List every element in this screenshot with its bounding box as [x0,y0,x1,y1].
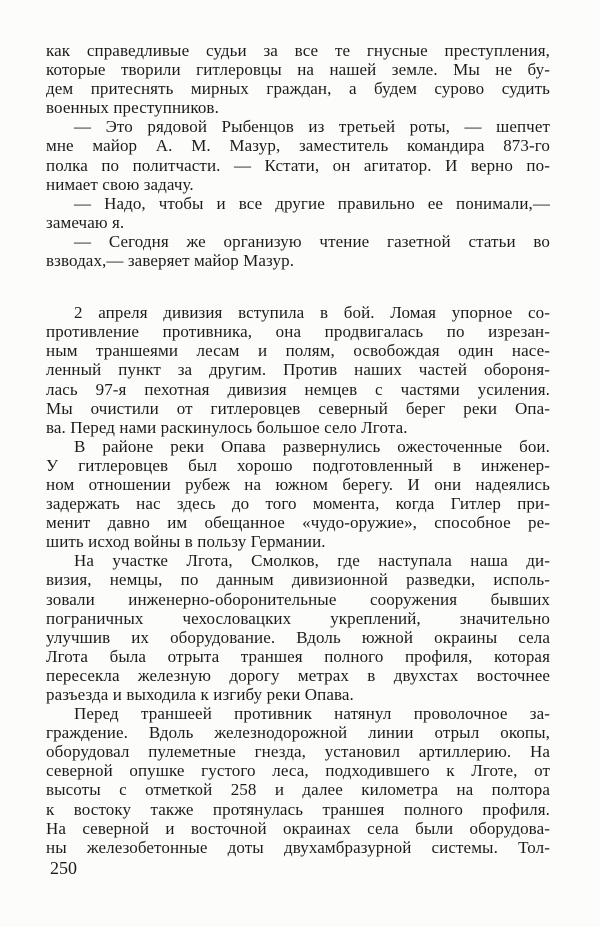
text-line: ва. Перед нами раскинулось большое село Лгота. [46,417,408,437]
text-line: нимает свою задачу. [46,174,194,194]
text-line: — Это рядовой Рыбенцов из третьей роты, — шепчет [74,117,550,137]
text-line: На участке Лгота, Смолков, где наступала наша ди- [74,551,550,571]
text-line: замечаю я. [46,212,125,232]
text-line: лась 97-я пехотная дивизия немцев с частями усиления. [46,379,550,399]
text-line: пересекла железную дорогу метрах в двухстах восточнее [46,665,550,685]
text-line: зовали инженерно-оборонительные сооружения бывших [46,589,550,609]
text-line: как справедливые судьи за все те гнусные преступления, [46,41,550,60]
text-line: высоты с отметкой 258 и далее километра на полтора [46,780,550,800]
text-line: Лгота была отрыта траншея полного профиля, которая [46,646,550,666]
text-line: — Надо, чтобы и все другие правильно ее понимали,— [74,193,550,213]
text-line: ленный пункт за другим. Против наших частей обороня- [46,360,550,380]
text-line: улучшив их оборудование. Вдоль южной окраины села [46,627,550,647]
text-line: шить исход войны в пользу Германии. [46,532,326,552]
text-line: северной опушке густого леса, подходившего к Лготе, от [46,761,550,781]
page-text-block [46,41,550,857]
text-line: — Сегодня же организую чтение газетной статьи во [74,231,550,251]
text-line: менит давно им обещанное «чудо-оружие», способное ре- [46,513,550,533]
text-line: к востоку также протянулась траншея полного профиля. [46,799,550,819]
text-line: которые творили гитлеровцы на нашей земле. Мы не бу- [46,60,550,80]
text-line: На северной и восточной окраинах села были оборудова- [46,818,550,838]
paragraph [46,41,550,117]
paragraph [46,117,550,193]
text-line: В районе реки Опава развернулись ожесточенные бои. [74,436,550,456]
paragraph [46,704,550,857]
text-line: разъезда и выходила к изгибу реки Опава. [46,685,354,704]
text-line: визия, немцы, по данным дивизионной разведки, исполь- [46,570,550,590]
text-line: взводах,— заверяет майор Мазур. [46,251,295,271]
paragraph [46,194,550,232]
text-line: мне майор А. М. Мазур, заместитель командира 873-го [46,136,550,156]
text-line: граждение. Вдоль железнодорожной линии отрыл окопы, [46,723,550,743]
paragraph [46,232,550,270]
text-line: пограничных чехословацких укреплений, значительно [46,608,550,628]
paragraph [46,437,550,552]
text-line: противление противника, она продвигалась по изрезан- [46,322,550,342]
text-line: дем притеснять мирных граждан, а будем сурово судить [46,79,550,99]
text-line: У гитлеровцев был хорошо подготовленный в инженер- [46,455,550,475]
text-line: 2 апреля дивизия вступила в бой. Ломая упорное со- [74,303,550,323]
paragraph [46,551,550,704]
text-line: Мы очистили от гитлеровцев северный берег реки Опа- [46,398,550,418]
text-line: ном отношении рубеж на южном берегу. И они надеялись [46,474,550,494]
text-line: Перед траншеей противник натянул проволочное за- [74,704,550,724]
text-line: ны железобетонные доты двухамбразурной системы. Тол- [46,837,550,857]
text-line: оборудовал пулеметные гнезда, установил артиллерию. На [46,742,550,762]
page-number: 250 [50,858,77,878]
text-line: задержать нас здесь до того момента, когда Гитлер при- [46,494,550,514]
paragraph [46,303,550,437]
text-line: полка по политчасти. — Кстати, он агитатор. И верно по- [46,155,550,175]
text-line: военных преступников. [46,98,219,118]
text-line: ным траншеями лесам и полям, освобождая один насе- [46,341,550,361]
